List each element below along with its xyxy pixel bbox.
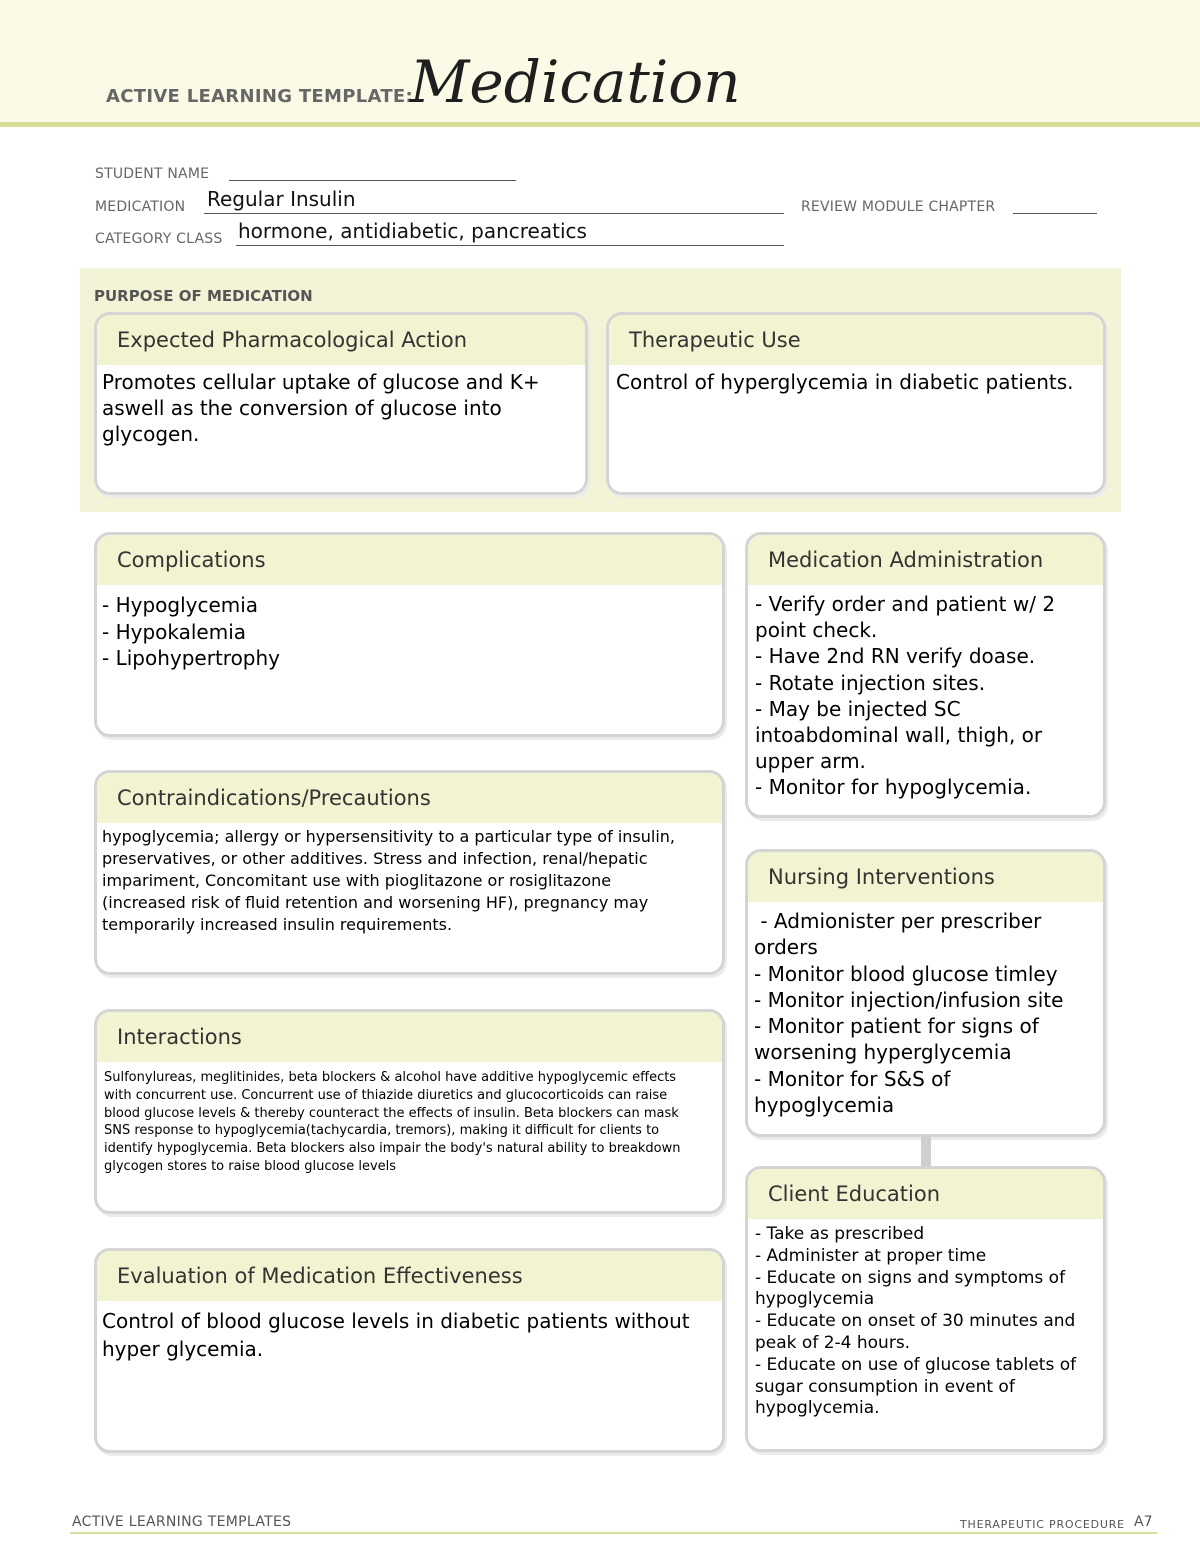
evaluation-title: Evaluation of Medication Effectiveness xyxy=(97,1251,722,1301)
therapeutic-use-text[interactable] xyxy=(609,365,1103,395)
text-line: - Monitor for hypoglycemia. xyxy=(755,775,1032,800)
medication-administration-title: Medication Administration xyxy=(748,535,1103,585)
text-line: - Hypokalemia xyxy=(102,619,247,644)
text-line: - Hypoglycemia xyxy=(102,593,259,617)
text-line: point check. xyxy=(755,618,878,643)
text-line: - Monitor for S&S of xyxy=(754,1066,951,1091)
text-line: aswell as the conversion of glucose into xyxy=(102,396,502,420)
text-line: - Admionister per prescriber xyxy=(754,909,1042,933)
text-line: upper arm. xyxy=(755,749,866,774)
text-line: impariment, Concomitant use with pioglitazone or rosiglitazone xyxy=(102,871,612,890)
review-module-field[interactable] xyxy=(1013,213,1097,214)
footer-left-label: ACTIVE LEARNING TEMPLATES xyxy=(72,1514,292,1530)
interactions-text[interactable] xyxy=(97,1062,722,1176)
text-line: - Take as prescribed xyxy=(755,1224,925,1244)
nursing-interventions-box xyxy=(745,849,1106,1137)
expected-action-box xyxy=(94,312,588,495)
category-class-field[interactable] xyxy=(236,245,784,246)
text-line: - Monitor patient for signs of xyxy=(754,1014,1039,1039)
page-title: Medication xyxy=(410,48,741,116)
text-line: hypoglycemia xyxy=(754,1093,895,1118)
text-line: hypoglycemia xyxy=(755,1289,875,1310)
expected-action-title: Expected Pharmacological Action xyxy=(97,315,585,365)
text-line: hypoglycemia; allergy or hypersensitivity to a particular type of insulin, xyxy=(102,827,675,846)
text-line: hypoglycemia. xyxy=(755,1398,880,1419)
category-class-label: CATEGORY CLASS xyxy=(95,231,223,247)
text-line: identify hypoglycemia. Beta blockers also impair the body's natural ability to breakdown xyxy=(104,1141,681,1157)
medication-administration-text[interactable] xyxy=(748,585,1103,801)
expected-action-text[interactable] xyxy=(97,365,585,447)
purpose-label: PURPOSE OF MEDICATION xyxy=(94,287,313,305)
text-line: glycogen stores to raise blood glucose levels xyxy=(104,1158,397,1174)
text-line: blood glucose levels & thereby counteract the effects of insulin. Beta blockers can mask xyxy=(104,1105,679,1121)
text-line: SNS response to hypoglycemia(tachycardia, tremors), making it difficult for clients to xyxy=(104,1123,660,1139)
client-education-title: Client Education xyxy=(748,1169,1103,1219)
text-line: - Educate on signs and symptoms of xyxy=(755,1267,1066,1288)
text-line: (increased risk of fluid retention and worsening HF), pregnancy may xyxy=(102,893,649,912)
complications-title: Complications xyxy=(97,535,722,585)
medication-administration-box xyxy=(745,532,1106,818)
therapeutic-use-box xyxy=(606,312,1106,495)
contraindications-box xyxy=(94,770,725,975)
student-name-label: STUDENT NAME xyxy=(95,166,210,182)
text-line: orders xyxy=(754,935,818,960)
client-education-text[interactable] xyxy=(748,1219,1103,1420)
text-line: - Lipohypertrophy xyxy=(102,646,281,670)
contraindications-text[interactable] xyxy=(97,823,722,936)
nursing-interventions-text[interactable] xyxy=(748,902,1103,1118)
text-line: - Have 2nd RN verify doase. xyxy=(755,644,1036,669)
evaluation-text[interactable] xyxy=(97,1301,722,1363)
therapeutic-use-title: Therapeutic Use xyxy=(609,315,1103,365)
text-line: Control of blood glucose levels in diabetic patients without xyxy=(102,1309,690,1333)
text-line: - Educate on onset of 30 minutes and xyxy=(755,1311,1076,1332)
client-education-box xyxy=(745,1166,1106,1452)
complications-box xyxy=(94,532,725,737)
text-line: - Rotate injection sites. xyxy=(755,670,986,695)
contraindications-title: Contraindications/Precautions xyxy=(97,773,722,823)
category-class-value: hormone, antidiabetic, pancreatics xyxy=(238,219,587,243)
text-line: - Monitor blood glucose timley xyxy=(754,961,1058,986)
text-line: with concurrent use. Concurrent use of thiazide diuretics and glucocorticoids can raise xyxy=(104,1087,668,1103)
interactions-box xyxy=(94,1009,725,1214)
interactions-title: Interactions xyxy=(97,1012,722,1062)
complications-text[interactable] xyxy=(97,585,722,672)
nursing-interventions-title: Nursing Interventions xyxy=(748,852,1103,902)
text-line: glycogen. xyxy=(102,422,200,446)
text-line: - Administer at proper time xyxy=(755,1245,987,1266)
text-line: Control of hyperglycemia in diabetic patients. xyxy=(616,370,1074,394)
medication-label: MEDICATION xyxy=(95,199,186,215)
review-module-label: REVIEW MODULE CHAPTER xyxy=(801,199,996,215)
text-line: - Monitor injection/infusion site xyxy=(754,987,1064,1012)
text-line: peak of 2-4 hours. xyxy=(755,1332,911,1353)
text-line: hyper glycemia. xyxy=(102,1337,264,1361)
footer-divider xyxy=(70,1532,1157,1534)
evaluation-box xyxy=(94,1248,725,1453)
medication-field[interactable] xyxy=(204,213,784,214)
student-name-field[interactable] xyxy=(229,180,516,181)
template-label: ACTIVE LEARNING TEMPLATE: xyxy=(106,86,413,107)
text-line: sugar consumption in event of xyxy=(755,1376,1015,1397)
text-line: temporarily increased insulin requirements. xyxy=(102,915,453,934)
text-line: preservatives, or other additives. Stress and infection, renal/hepatic xyxy=(102,849,648,868)
medication-value: Regular Insulin xyxy=(207,187,356,211)
text-line: Sulfonylureas, meglitinides, beta blockers & alcohol have additive hypoglycemic effects xyxy=(104,1070,677,1085)
box-connector xyxy=(921,1136,931,1166)
footer-right-label: THERAPEUTIC PROCEDURE xyxy=(960,1518,1125,1531)
text-line: Promotes cellular uptake of glucose and K+ xyxy=(102,370,540,394)
text-line: - May be injected SC xyxy=(755,696,961,721)
header-divider xyxy=(0,122,1200,127)
page-number: A7 xyxy=(1134,1514,1153,1530)
text-line: worsening hyperglycemia xyxy=(754,1040,1012,1065)
text-line: - Educate on use of glucose tablets of xyxy=(755,1354,1077,1375)
text-line: - Verify order and patient w/ 2 xyxy=(755,592,1056,616)
text-line: intoabdominal wall, thigh, or xyxy=(755,723,1043,748)
